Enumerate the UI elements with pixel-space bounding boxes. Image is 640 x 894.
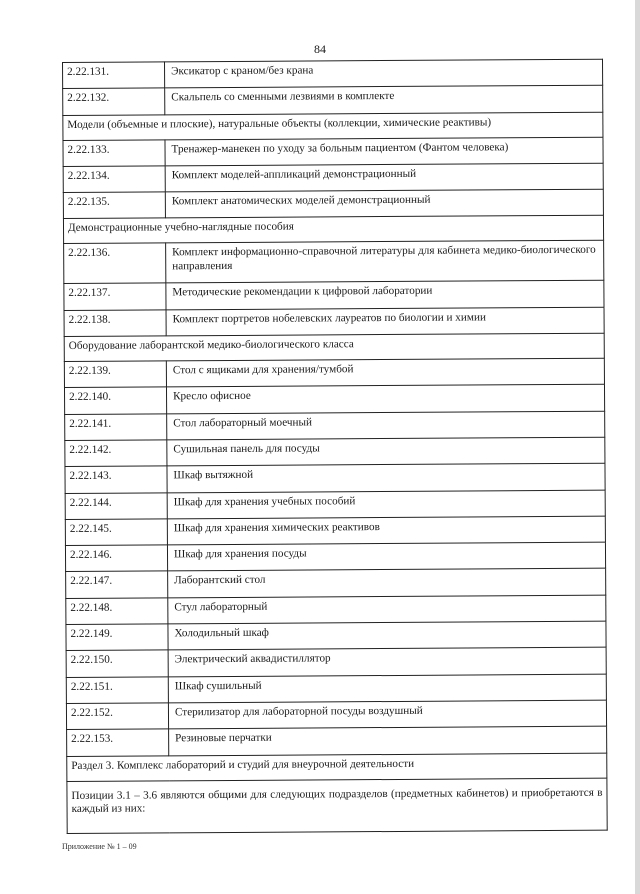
note-text: Позиции 3.1 – 3.6 являются общими для следующих подразделов (предметных кабинетов) и приобретаются в каждый из них: [67, 778, 607, 833]
item-code: 2.22.131. [63, 62, 165, 89]
page-number: 84 [314, 42, 326, 56]
item-code: 2.22.147. [66, 571, 168, 598]
item-name: Тренажер-манекен по уходу за больным пациентом (Фантом человека) [165, 137, 603, 166]
section-title: Раздел 3. Комплекс лабораторий и студий для внеурочной деятельности [67, 753, 607, 781]
item-name: Шкаф для хранения химических реактивов [167, 516, 605, 545]
table-row [64, 358, 604, 388]
item-code: 2.22.149. [66, 624, 168, 651]
item-code: 2.22.141. [65, 414, 167, 441]
item-code: 2.22.138. [64, 310, 166, 337]
item-name: Стерилизатор для лабораторной посуды воздушный [168, 700, 606, 729]
scan-edge [635, 0, 640, 894]
equipment-table [62, 59, 608, 834]
table-row [66, 595, 606, 625]
table-row [65, 437, 605, 467]
item-name: Комплект портретов нобелевских лауреатов по биологии и химии [166, 307, 604, 336]
item-name: Скальпель со сменными лезвиями в комплекте [165, 85, 603, 114]
section-title: Оборудование лаборантской медико-биологического класса [64, 333, 604, 361]
item-name: Кресло офисное [166, 385, 604, 414]
table-row [65, 516, 605, 546]
table-row [63, 85, 603, 115]
table-row [64, 385, 604, 415]
item-code: 2.22.140. [64, 387, 166, 414]
section-title: Модели (объемные и плоские), натуральные объекты (коллекции, химические реактивы) [63, 112, 603, 140]
table-row [64, 307, 604, 337]
section-title: Демонстрационные учебно-наглядные пособия [63, 216, 603, 244]
item-name: Лаборантский стол [168, 569, 606, 598]
item-name: Стол лабораторный моечный [167, 411, 605, 440]
section-header-row [63, 112, 603, 140]
table-row [63, 163, 603, 193]
item-code: 2.22.135. [63, 192, 165, 219]
item-name: Холодильный шкаф [168, 621, 606, 650]
item-name: Резиновые перчатки [169, 726, 607, 755]
item-name: Методические рекомендации к цифровой лаборатории [166, 281, 604, 310]
table-row [65, 542, 605, 572]
item-name: Стол с ящиками для хранения/тумбой [166, 358, 604, 387]
item-code: 2.22.145. [65, 519, 167, 546]
item-code: 2.22.143. [65, 466, 167, 493]
table-row [64, 281, 604, 311]
table-row [65, 490, 605, 520]
item-name: Сушильная панель для посуды [167, 437, 605, 466]
section-header-row [64, 333, 604, 361]
page-footer: Приложение № 1 – 09 [62, 842, 137, 851]
equipment-table-body [63, 59, 608, 833]
table-row [63, 59, 603, 89]
item-code: 2.22.146. [65, 545, 167, 572]
item-name: Эксикатор с краном/без крана [165, 59, 603, 88]
item-code: 2.22.136. [64, 243, 166, 284]
table-row [65, 463, 605, 493]
section-header-row [67, 753, 607, 781]
note-row [67, 778, 607, 833]
item-code: 2.22.133. [63, 139, 165, 166]
table-row [66, 700, 606, 730]
item-code: 2.22.139. [64, 361, 166, 388]
item-code: 2.22.134. [63, 166, 165, 193]
item-code: 2.22.144. [65, 492, 167, 519]
item-name: Шкаф вытяжной [167, 463, 605, 492]
item-name: Комплект анатомических моделей демонстрационный [165, 189, 603, 218]
item-name: Шкаф для хранения посуды [167, 542, 605, 571]
item-name: Шкаф для хранения учебных пособий [167, 490, 605, 519]
item-name: Электрический аквадистиллятор [168, 648, 606, 677]
item-name: Комплект моделей-аппликаций демонстрационный [165, 163, 603, 192]
table-row [65, 411, 605, 441]
item-code: 2.22.137. [64, 283, 166, 310]
item-code: 2.22.142. [65, 440, 167, 467]
item-code: 2.22.148. [66, 598, 168, 625]
table-row [66, 648, 606, 678]
table-row [66, 674, 606, 704]
section-header-row [63, 216, 603, 244]
table-row [67, 726, 607, 756]
table-row [66, 569, 606, 599]
item-code: 2.22.132. [63, 88, 165, 115]
item-code: 2.22.152. [66, 703, 168, 730]
item-code: 2.22.150. [66, 650, 168, 677]
table-row [63, 137, 603, 167]
item-name: Стул лабораторный [168, 595, 606, 624]
table-row [66, 621, 606, 651]
table-row [63, 189, 603, 219]
item-code: 2.22.151. [66, 677, 168, 704]
item-name: Комплект информационно-справочной литературы для кабинета медико-биологического направления [166, 241, 604, 284]
item-name: Шкаф сушильный [168, 674, 606, 703]
item-code: 2.22.153. [67, 729, 169, 756]
table-row [64, 241, 604, 284]
